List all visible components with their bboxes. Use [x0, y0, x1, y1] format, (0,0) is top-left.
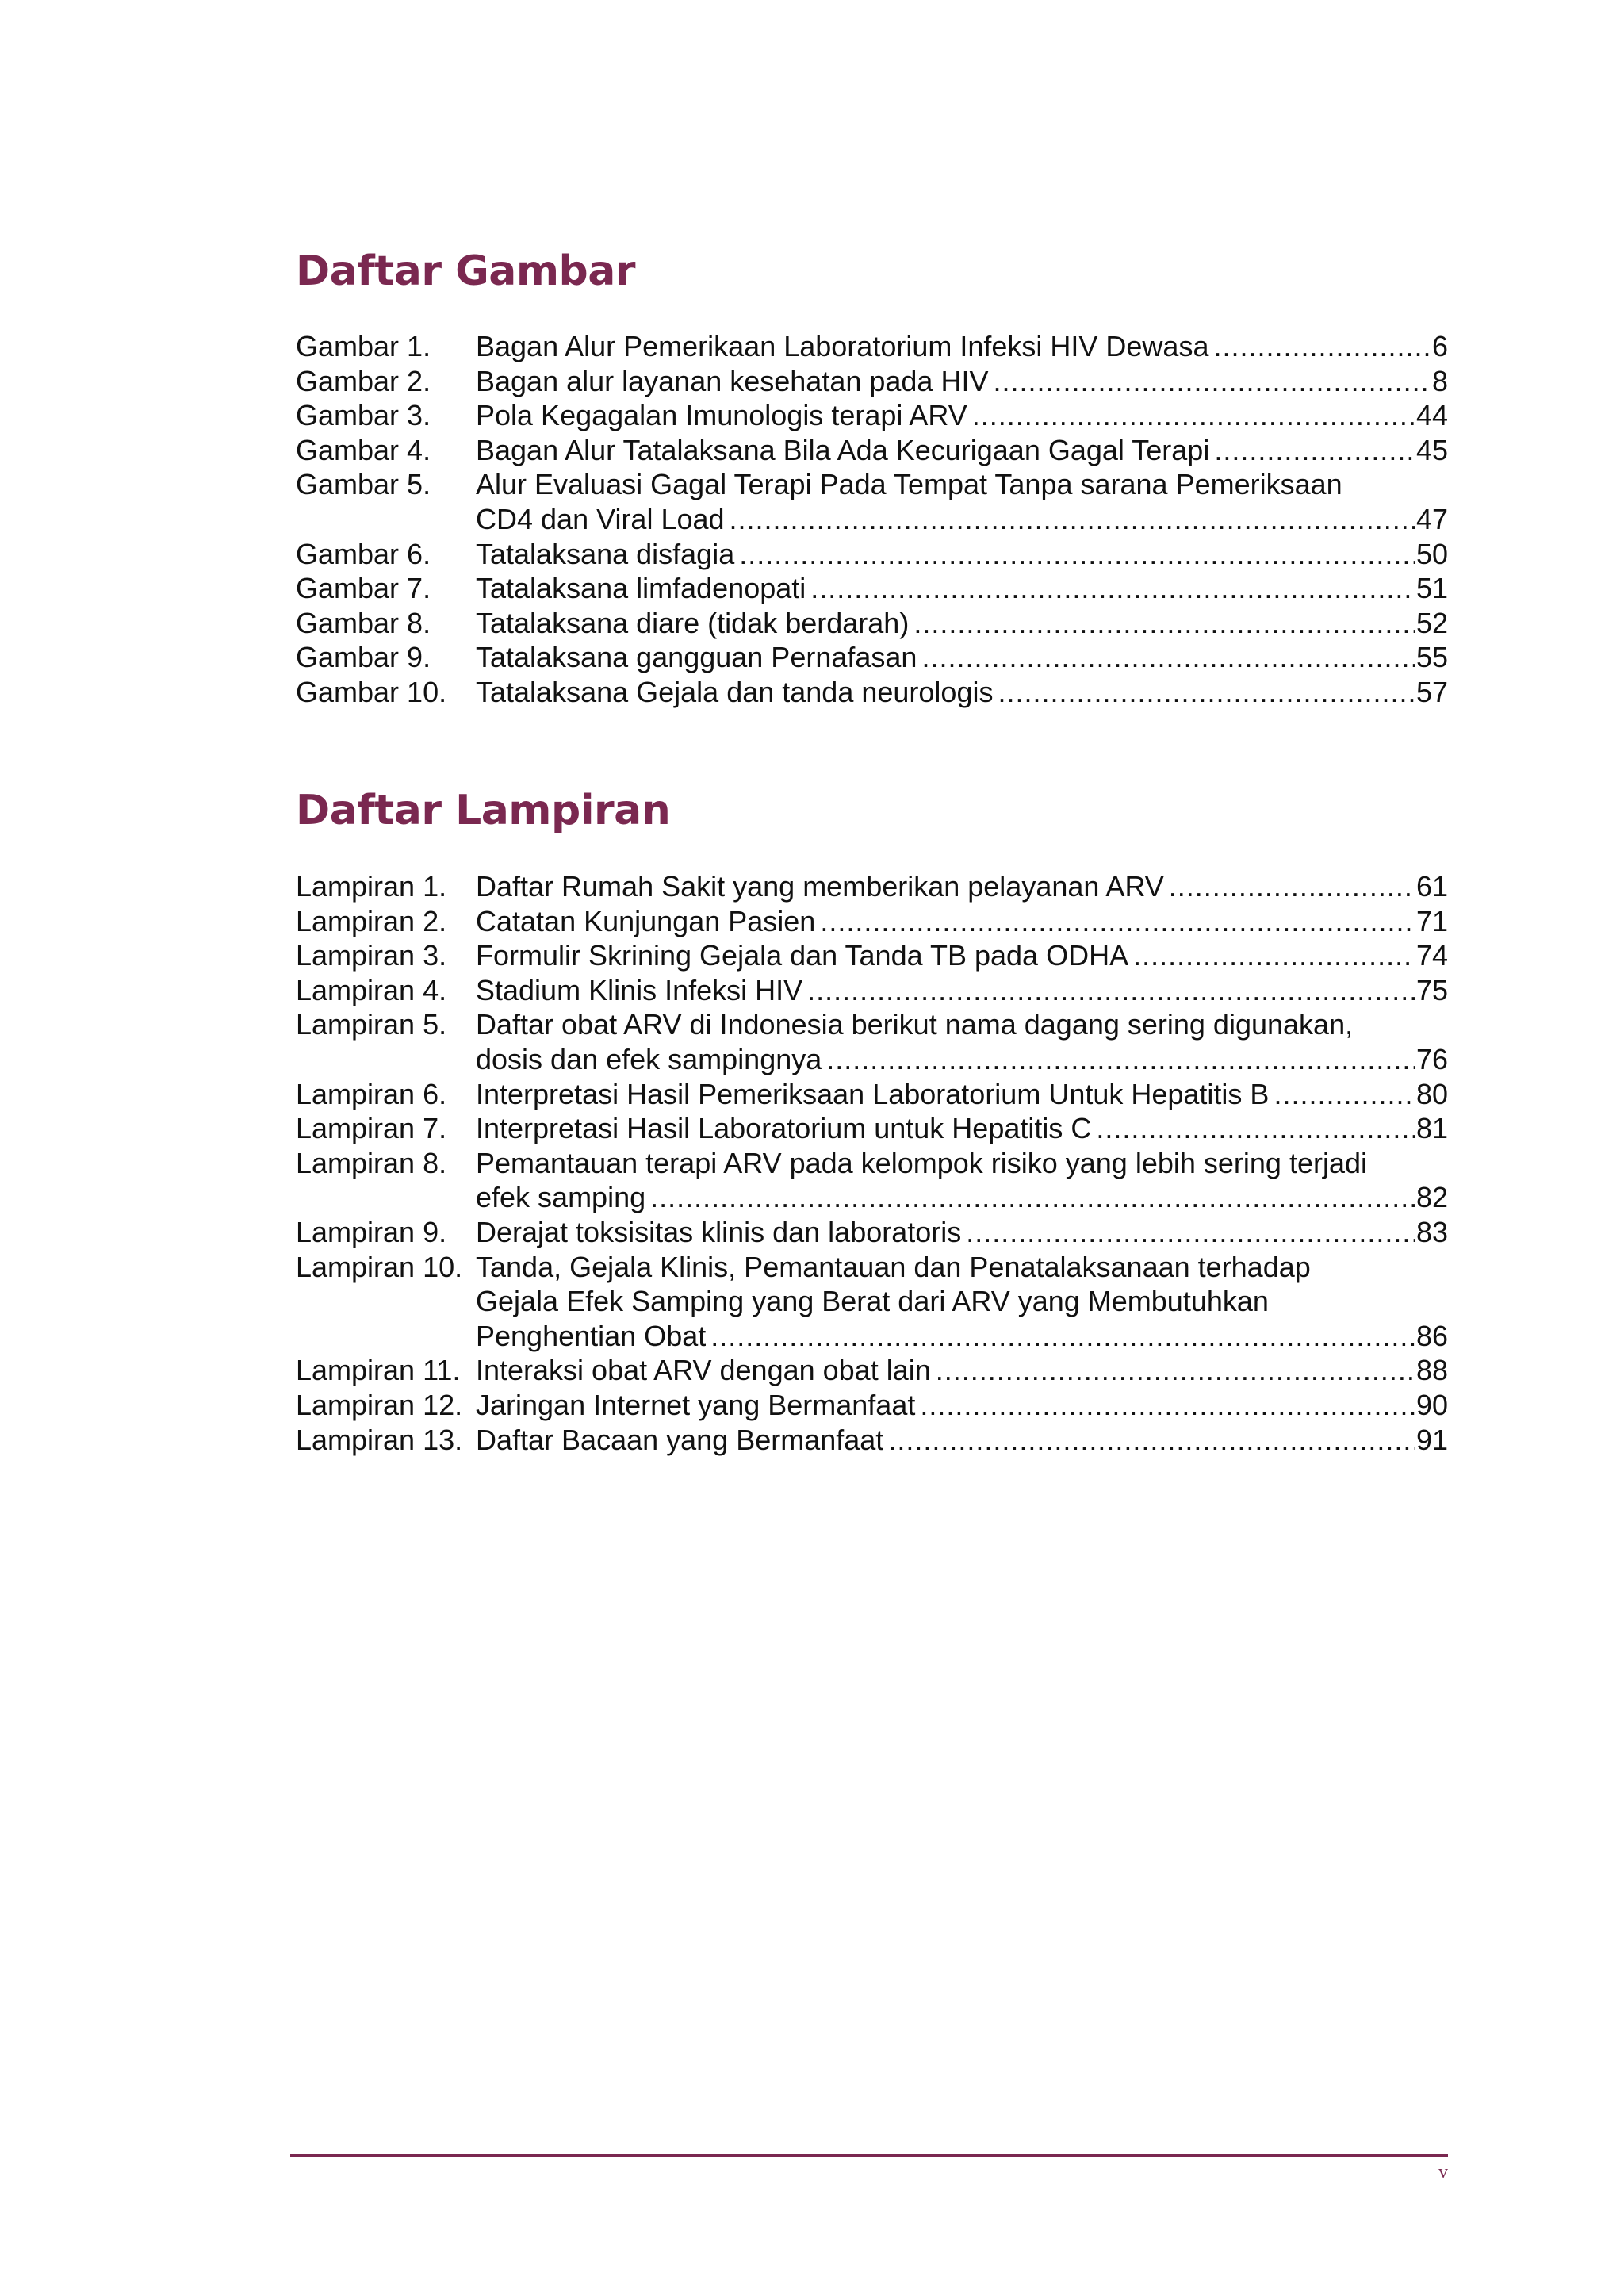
toc-entry-title: Tatalaksana gangguan Pernafasan: [476, 641, 917, 674]
toc-entry-label: Lampiran 11.: [296, 1354, 461, 1387]
toc-entry-page: 51: [1415, 572, 1448, 605]
toc-entry-page: 75: [1415, 973, 1448, 1006]
toc-entry-page: 91: [1415, 1423, 1448, 1456]
toc-entry-label: Gambar 10.: [296, 675, 447, 708]
dot-leader: [1214, 433, 1415, 468]
toc-entry-title: CD4 dan Viral Load: [476, 502, 725, 535]
dot-leader: [710, 1319, 1415, 1354]
toc-entry[interactable]: [296, 1111, 1448, 1146]
toc-line: [296, 1042, 1448, 1077]
toc-entry-title: Tatalaksana diare (tidak berdarah): [476, 606, 910, 639]
dot-leader: [1096, 1111, 1415, 1146]
toc-line: [296, 1007, 1448, 1042]
toc-entry-page: 90: [1415, 1388, 1448, 1421]
toc-entry-title: Formulir Skrining Gejala dan Tanda TB pada ODHA: [476, 939, 1129, 972]
toc-entry[interactable]: [296, 606, 1448, 641]
toc-entry-title: Tatalaksana limfadenopati: [476, 572, 806, 605]
dot-leader: [998, 675, 1414, 710]
toc-entry-title: Daftar Bacaan yang Bermanfaat: [476, 1423, 884, 1456]
toc-entry-title: Interpretasi Hasil Laboratorium untuk Hepatitis C: [476, 1112, 1092, 1145]
toc-line: [296, 606, 1448, 641]
toc-entry-label: Lampiran 6.: [296, 1077, 447, 1110]
toc-entry-title: Pemantauan terapi ARV pada kelompok risiko yang lebih sering terjadi: [476, 1146, 1367, 1179]
toc-entry[interactable]: [296, 1388, 1448, 1423]
toc-line: [296, 571, 1448, 606]
toc-entry-label: Lampiran 8.: [296, 1146, 447, 1179]
toc-entry[interactable]: [296, 1077, 1448, 1112]
heading-daftar-lampiran: Daftar Lampiran: [296, 787, 671, 834]
toc-line: [296, 1388, 1448, 1423]
toc-entry-page: 61: [1415, 870, 1448, 903]
toc-line: [296, 973, 1448, 1008]
dot-leader: [1213, 329, 1431, 364]
toc-line: [296, 904, 1448, 939]
toc-entry-title: Bagan Alur Pemerikaan Laboratorium Infeksi HIV Dewasa: [476, 330, 1209, 362]
toc-entry-body: [476, 467, 1448, 502]
toc-line: [296, 1111, 1448, 1146]
toc-line: [296, 869, 1448, 904]
toc-entry-page: 52: [1415, 606, 1448, 639]
toc-entry-body: [476, 675, 1448, 710]
dot-leader: [920, 1388, 1415, 1423]
toc-entry-label: Lampiran 10.: [296, 1250, 463, 1283]
toc-line: [296, 467, 1448, 502]
toc-entry-page: 6: [1431, 330, 1448, 362]
toc-entry[interactable]: [296, 467, 1448, 536]
toc-entry-page: 57: [1415, 675, 1448, 708]
toc-entry-title: Interpretasi Hasil Pemeriksaan Laboratorium Untuk Hepatitis B: [476, 1077, 1270, 1110]
toc-entry-body: [476, 502, 1448, 537]
dot-leader: [820, 904, 1415, 939]
toc-entry-page: 88: [1415, 1354, 1448, 1387]
toc-entry[interactable]: [296, 675, 1448, 710]
toc-entry-body: [476, 1180, 1448, 1215]
dot-leader: [1274, 1077, 1415, 1112]
toc-entry[interactable]: [296, 973, 1448, 1008]
toc-entry[interactable]: [296, 1146, 1448, 1215]
toc-entry-label: Lampiran 5.: [296, 1008, 447, 1041]
toc-line: [296, 433, 1448, 468]
toc-entry-title: Jaringan Internet yang Bermanfaat: [476, 1388, 916, 1421]
toc-entry-page: 45: [1415, 433, 1448, 466]
toc-entry[interactable]: [296, 1007, 1448, 1076]
toc-entry[interactable]: [296, 1353, 1448, 1388]
toc-entry-label: Lampiran 4.: [296, 973, 447, 1006]
toc-line: [296, 640, 1448, 675]
dot-leader: [888, 1423, 1415, 1458]
toc-entry-page: 76: [1415, 1042, 1448, 1075]
toc-gambar: [296, 329, 1448, 710]
dot-leader: [807, 973, 1415, 1008]
toc-entry-body: [476, 1284, 1448, 1319]
toc-entry-page: 8: [1431, 364, 1448, 397]
toc-entry[interactable]: [296, 329, 1448, 364]
toc-entry-body: [476, 904, 1448, 939]
toc-entry[interactable]: [296, 1215, 1448, 1250]
toc-entry-body: [476, 869, 1448, 904]
toc-entry-label: Gambar 6.: [296, 537, 431, 570]
dot-leader: [936, 1353, 1415, 1388]
toc-entry[interactable]: [296, 1423, 1448, 1458]
toc-entry-title: Stadium Klinis Infeksi HIV: [476, 973, 803, 1006]
toc-entry-label: Gambar 5.: [296, 468, 431, 501]
toc-entry[interactable]: [296, 364, 1448, 399]
toc-entry-label: Gambar 4.: [296, 433, 431, 466]
toc-entry-body: [476, 1042, 1448, 1077]
toc-entry[interactable]: [296, 904, 1448, 939]
toc-line: [296, 398, 1448, 433]
toc-line: [296, 364, 1448, 399]
dot-leader: [810, 571, 1415, 606]
toc-entry-body: [476, 1353, 1448, 1388]
toc-entry-title: Gejala Efek Samping yang Berat dari ARV yang Membutuhkan: [476, 1285, 1269, 1318]
dot-leader: [914, 606, 1415, 641]
toc-entry-title: Tatalaksana disfagia: [476, 537, 735, 570]
dot-leader: [966, 1215, 1415, 1250]
toc-entry-page: 74: [1415, 939, 1448, 972]
toc-entry-title: Bagan alur layanan kesehatan pada HIV: [476, 364, 989, 397]
toc-entry-title: Tatalaksana Gejala dan tanda neurologis: [476, 675, 994, 708]
toc-entry-title: Penghentian Obat: [476, 1319, 707, 1352]
toc-entry-label: Gambar 8.: [296, 606, 431, 639]
toc-line: [296, 1146, 1448, 1181]
toc-entry-body: [476, 329, 1448, 364]
toc-entry-body: [476, 640, 1448, 675]
toc-entry-label: Gambar 3.: [296, 399, 431, 432]
toc-entry-label: Lampiran 2.: [296, 904, 447, 937]
toc-entry-body: [476, 537, 1448, 572]
toc-entry-title: Daftar obat ARV di Indonesia berikut nama dagang sering digunakan,: [476, 1008, 1354, 1041]
toc-entry-label: Gambar 1.: [296, 330, 431, 362]
toc-line: [296, 1077, 1448, 1112]
toc-entry-label: Gambar 2.: [296, 364, 431, 397]
toc-entry-body: [476, 398, 1448, 433]
toc-entry-label: Lampiran 1.: [296, 870, 447, 903]
toc-entry-body: [476, 1077, 1448, 1112]
toc-entry-label: Lampiran 3.: [296, 939, 447, 972]
toc-entry-label: Lampiran 12.: [296, 1388, 463, 1421]
toc-entry-page: 44: [1415, 399, 1448, 432]
toc-line: [296, 1215, 1448, 1250]
toc-entry-body: [476, 1111, 1448, 1146]
toc-line: [296, 1180, 1448, 1215]
toc-entry-label: Lampiran 7.: [296, 1112, 447, 1145]
toc-entry-body: [476, 1388, 1448, 1423]
toc-entry-title: Catatan Kunjungan Pasien: [476, 904, 816, 937]
toc-entry-body: [476, 1319, 1448, 1354]
toc-entry-page: 50: [1415, 537, 1448, 570]
toc-entry-title: Daftar Rumah Sakit yang memberikan pelayanan ARV: [476, 870, 1164, 903]
page-number: v: [1438, 2162, 1448, 2183]
toc-entry[interactable]: [296, 1250, 1448, 1354]
toc-line: [296, 1284, 1448, 1319]
dot-leader: [972, 398, 1415, 433]
toc-entry-body: [476, 938, 1448, 973]
toc-entry-body: [476, 571, 1448, 606]
toc-entry-body: [476, 1215, 1448, 1250]
toc-line: [296, 1353, 1448, 1388]
toc-entry-body: [476, 364, 1448, 399]
toc-entry-page: 55: [1415, 641, 1448, 674]
toc-entry-title: Alur Evaluasi Gagal Terapi Pada Tempat Tanpa sarana Pemeriksaan: [476, 468, 1342, 501]
toc-entry-page: 71: [1415, 904, 1448, 937]
toc-entry-body: [476, 1423, 1448, 1458]
dot-leader: [826, 1042, 1415, 1077]
toc-line: [296, 675, 1448, 710]
toc-line: [296, 1319, 1448, 1354]
toc-line: [296, 537, 1448, 572]
toc-entry-label: Gambar 7.: [296, 572, 431, 605]
toc-line: [296, 938, 1448, 973]
toc-entry[interactable]: [296, 640, 1448, 675]
toc-entry-title: Bagan Alur Tatalaksana Bila Ada Kecurigaan Gagal Terapi: [476, 433, 1210, 466]
toc-entry-page: 47: [1415, 502, 1448, 535]
heading-daftar-gambar: Daftar Gambar: [296, 247, 635, 295]
toc-entry-title: Derajat toksisitas klinis dan laboratoris: [476, 1215, 962, 1248]
toc-entry-page: 83: [1415, 1215, 1448, 1248]
toc-entry-body: [476, 973, 1448, 1008]
toc-entry-body: [476, 1250, 1448, 1285]
toc-line: [296, 1250, 1448, 1285]
toc-entry-page: 86: [1415, 1319, 1448, 1352]
toc-entry-page: 81: [1415, 1112, 1448, 1145]
dot-leader: [650, 1180, 1415, 1215]
toc-entry[interactable]: [296, 398, 1448, 433]
toc-line: [296, 502, 1448, 537]
toc-entry-label: Gambar 9.: [296, 641, 431, 674]
toc-entry-title: Interaksi obat ARV dengan obat lain: [476, 1354, 931, 1387]
toc-line: [296, 329, 1448, 364]
toc-entry-body: [476, 1146, 1448, 1181]
toc-entry-label: Lampiran 9.: [296, 1215, 447, 1248]
toc-entry-label: Lampiran 13.: [296, 1423, 463, 1456]
dot-leader: [739, 537, 1415, 572]
toc-entry[interactable]: [296, 433, 1448, 468]
footer-rule: [290, 2154, 1448, 2157]
toc-lampiran: [296, 869, 1448, 1457]
toc-entry-body: [476, 606, 1448, 641]
toc-entry[interactable]: [296, 938, 1448, 973]
dot-leader: [1133, 938, 1415, 973]
toc-entry[interactable]: [296, 571, 1448, 606]
toc-entry-page: 82: [1415, 1181, 1448, 1214]
toc-entry-body: [476, 1007, 1448, 1042]
dot-leader: [921, 640, 1415, 675]
toc-entry-body: [476, 433, 1448, 468]
toc-entry-title: dosis dan efek sampingnya: [476, 1042, 822, 1075]
toc-entry-title: efek samping: [476, 1181, 646, 1214]
toc-entry-title: Pola Kegagalan Imunologis terapi ARV: [476, 399, 967, 432]
toc-entry-title: Tanda, Gejala Klinis, Pemantauan dan Penatalaksanaan terhadap: [476, 1250, 1311, 1283]
dot-leader: [730, 502, 1415, 537]
toc-entry-page: 80: [1415, 1077, 1448, 1110]
toc-line: [296, 1423, 1448, 1458]
toc-entry[interactable]: [296, 537, 1448, 572]
dot-leader: [1169, 869, 1415, 904]
toc-entry[interactable]: [296, 869, 1448, 904]
dot-leader: [993, 364, 1430, 399]
